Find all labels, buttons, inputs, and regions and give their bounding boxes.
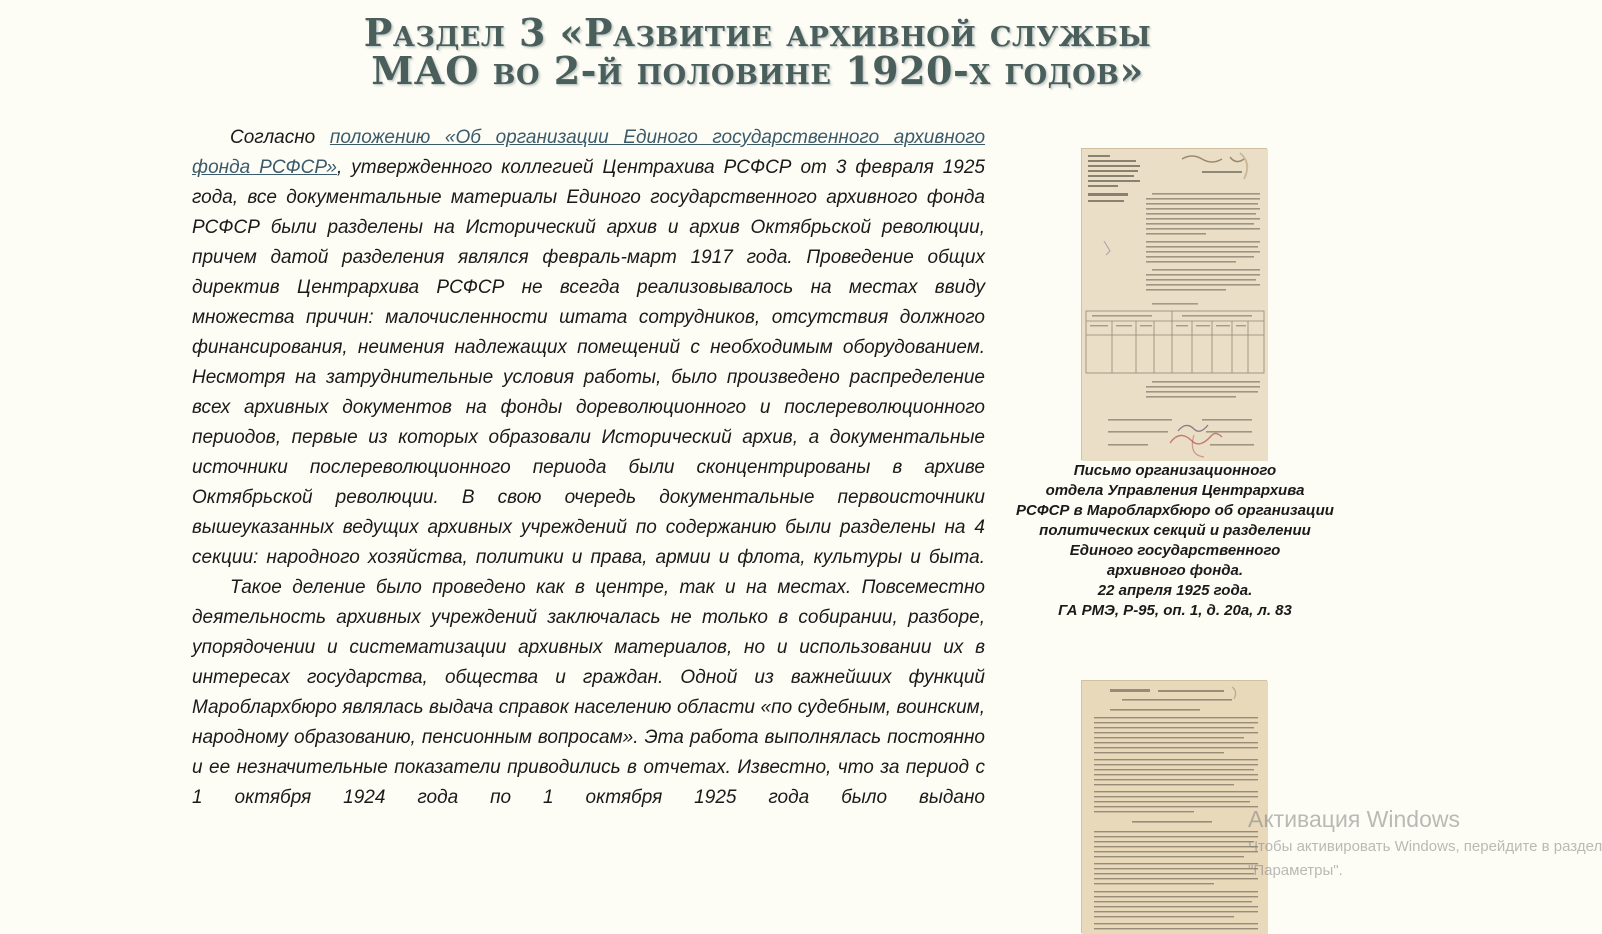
caption-line: политических секций и разделении: [1039, 522, 1311, 539]
caption-archive-reference: ГА РМЭ, Р-95, оп. 1, д. 20а, л. 83: [1058, 602, 1292, 619]
page-title-line-2: МАО во 2-й половине 1920-х годов»: [371, 48, 1144, 93]
document-scan-1: [1082, 149, 1268, 461]
caption-line: Письмо организационного: [1073, 462, 1277, 479]
article-paragraph-2: Такое деление было проведено как в центре, так и на местах. Повсеместно деятельность архивных учреждений заключалась не только в собирании, разборе, упорядочении и систематизации архивных материалов, но и использовании их в интересах государства, общества и граждан. Одной из важнейших функций Мароблархбюро являлась выдача справок населению области «по судебным, воинским, народному образованию, пенсионным вопросам». Эта работа выполнялась постоянно и ее незначительные показатели приводились в отчетах. Известно, что за период с 1 октября 1924 года по 1 октября 1925 года было выдано: [192, 577, 985, 808]
watermark-line-1: Чтобы активировать Windows, перейдите в раздел: [1248, 838, 1602, 855]
caption-date: 22 апреля 1925 года.: [1097, 582, 1253, 599]
caption-line: архивного фонда.: [1106, 562, 1244, 579]
figure-1-caption: [995, 461, 1355, 621]
paragraph-1-intro: Согласно: [230, 127, 330, 148]
article-paragraph-1: [192, 123, 985, 573]
page-title: [300, 10, 1215, 93]
caption-line: Единого государственного: [1069, 542, 1281, 559]
watermark-line-2: "Параметры".: [1248, 862, 1343, 879]
caption-line: РСФСР в Мароблархбюро об организации: [1016, 502, 1334, 519]
regulation-link[interactable]: положению «Об организации Единого государственного архивного фонда РСФСР»: [192, 127, 986, 178]
document-scan-2: [1082, 681, 1268, 934]
article-body: [192, 123, 985, 813]
paragraph-1-text: , утвержденного коллегией Центрахива РСФСР от 3 февраля 1925 года, все документальные материалы Единого государственного архивного фонда РСФСР были разделены на Исторический архив и архив Октябрьской революции, причем датой разделения являлся февраль-март 1917 года. Проведение общих директив Центрархива РСФСР не всегда реализовывалось на местах ввиду множества причин: малочисленности штата сотрудников, отсутствия должного финансирования, неимения надлежащих помещений с необходимым оборудованием. Несмотря на затруднительные условия работы, было произведено распределение всех архивных документов на фонды дореволюционного и послереволюционного периодов, первые из которых образовали Исторический архив, а документальные источники послереволюционного периода были сконцентрированы в архиве Октябрьской революции. В свою очередь документальные первоисточники вышеуказанных ведущих архивных учреждений по содержанию были разделены на 4 секции: народного хозяйства, политики и права, армии и флота, культуры и быта.: [192, 157, 985, 568]
archive-letter-image[interactable]: [1081, 148, 1267, 460]
windows-activation-watermark: [1248, 803, 1602, 883]
watermark-title: Активация Windows: [1248, 806, 1460, 832]
archive-instruction-image[interactable]: [1081, 680, 1267, 933]
caption-line: отдела Управления Центрархива: [1045, 482, 1305, 499]
page-title-line-1: Раздел 3 «Развитие архивной службы: [363, 10, 1152, 55]
